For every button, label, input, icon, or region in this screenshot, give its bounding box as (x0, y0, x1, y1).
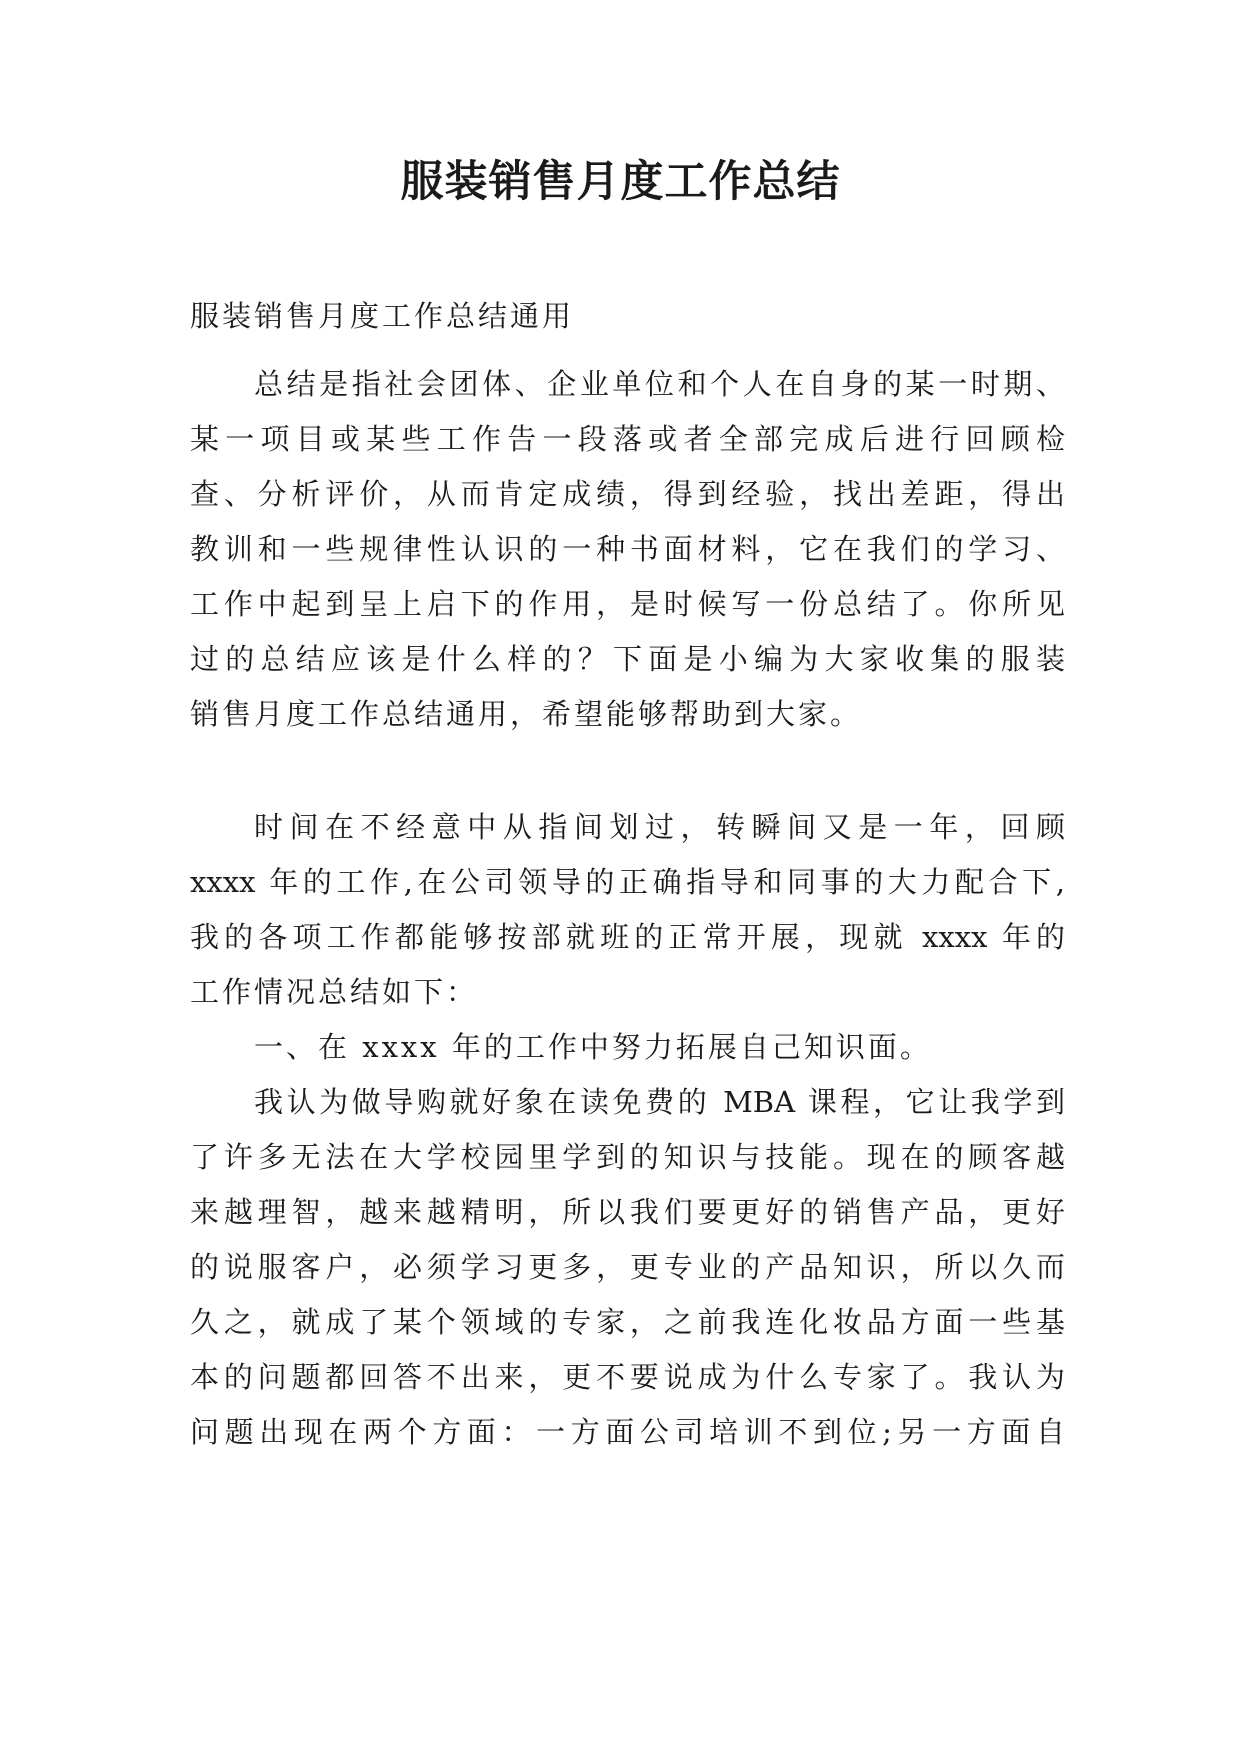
paragraph-line: 问题出现在两个方面：一方面公司培训不到位;另一方面自 (190, 1415, 1065, 1449)
paragraph-line: 我的各项工作都能够按部就班的正常开展，现就 xxxx 年的 (190, 920, 1065, 954)
paragraph-line: 了许多无法在大学校园里学到的知识与技能。现在的顾客越 (190, 1140, 1065, 1174)
paragraph-line: 工作中起到呈上启下的作用，是时候写一份总结了。你所见 (190, 587, 1065, 621)
paragraph-line: 总结是指社会团体、企业单位和个人在自身的某一时期、 (254, 367, 1065, 401)
paragraph-line: xxxx 年的工作,在公司领导的正确指导和同事的大力配合下, (190, 865, 1065, 899)
paragraph-line: 教训和一些规律性认识的一种书面材料，它在我们的学习、 (190, 532, 1065, 566)
paragraph-line: 时间在不经意中从指间划过，转瞬间又是一年，回顾 (254, 810, 1065, 844)
paragraph-line: 的说服客户，必须学习更多，更专业的产品知识，所以久而 (190, 1250, 1065, 1284)
section-heading: 一、在 xxxx 年的工作中努力拓展自己知识面。 (254, 1030, 932, 1064)
document-title: 服装销售月度工作总结 (400, 157, 841, 207)
paragraph-line: 查、分析评价，从而肯定成绩，得到经验，找出差距，得出 (190, 477, 1065, 511)
paragraph-line: 销售月度工作总结通用，希望能够帮助到大家。 (190, 697, 863, 731)
document-subtitle: 服装销售月度工作总结通用 (190, 299, 575, 333)
paragraph-line: 久之，就成了某个领域的专家，之前我连化妆品方面一些基 (190, 1305, 1065, 1339)
paragraph-line: 本的问题都回答不出来，更不要说成为什么专家了。我认为 (190, 1360, 1065, 1394)
paragraph-line: 来越理智，越来越精明，所以我们要更好的销售产品，更好 (190, 1195, 1065, 1229)
paragraph-line: 工作情况总结如下： (190, 975, 479, 1009)
paragraph-line: 某一项目或某些工作告一段落或者全部完成后进行回顾检 (190, 422, 1065, 456)
paragraph-line: 我认为做导购就好象在读免费的 MBA 课程，它让我学到 (254, 1085, 1065, 1119)
paragraph-line: 过的总结应该是什么样的？下面是小编为大家收集的服装 (190, 642, 1065, 676)
